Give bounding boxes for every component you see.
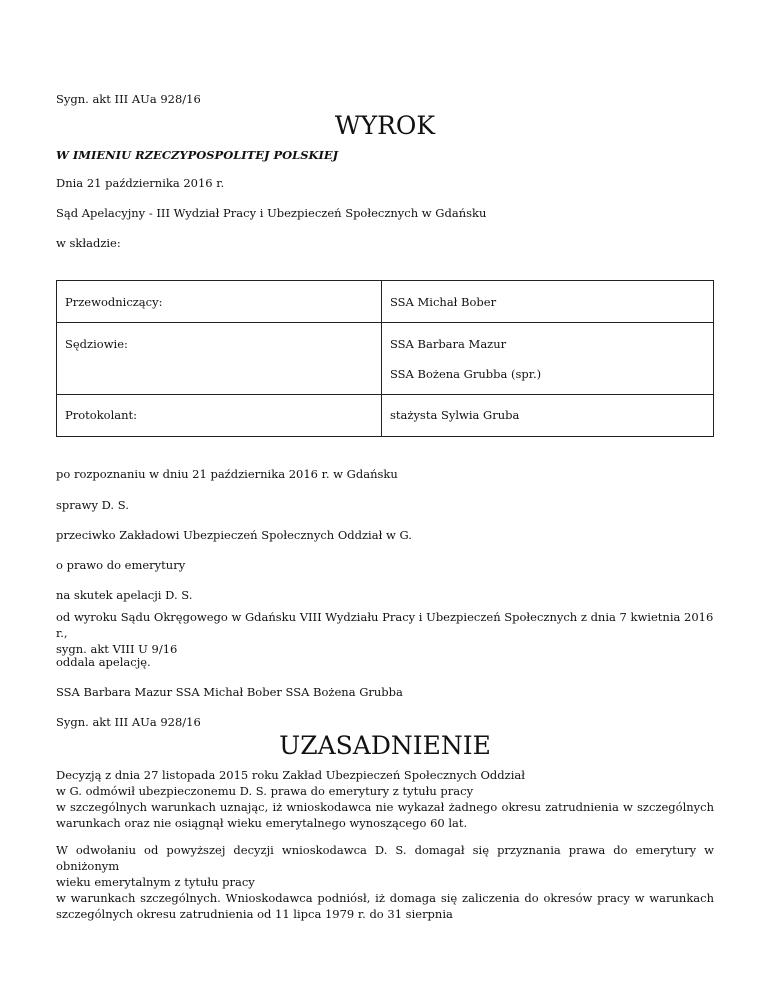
paragraph-line: w G. odmówił ubezpieczonemu D. S. prawa do emerytury z tytułu pracy (56, 784, 474, 798)
chair-label-cell (57, 281, 382, 323)
appeal-line: na skutek apelacji D. S. (56, 588, 193, 602)
clerk-label: Protokolant: (65, 408, 138, 422)
chair-name: SSA Michał Bober (390, 295, 497, 309)
judge-name: SSA Barbara Mazur (390, 337, 507, 351)
justification-paragraph-2 (56, 842, 714, 922)
table-row (57, 281, 714, 323)
court-panel-table (56, 280, 714, 437)
document-title: WYROK (334, 111, 436, 140)
table-row (57, 323, 714, 395)
case-of-line: sprawy D. S. (56, 498, 129, 512)
document-subtitle: W IMIENIU RZECZYPOSPOLITEJ POLSKIEJ (56, 148, 339, 162)
considered-line: po rozpoznaniu w dniu 21 października 2016 r. w Gdańsku (56, 467, 398, 481)
judges-names-cell (382, 323, 714, 395)
paragraph-line: w warunkach szczególnych. Wnioskodawca podniósł, iż domaga się zaliczenia do okresów pracy w warunkach (56, 891, 714, 905)
chair-label: Przewodniczący: (65, 295, 163, 309)
against-line: przeciwko Zakładowi Ubezpieczeń Społecznych Oddział w G. (56, 528, 412, 542)
justification-title: UZASADNIENIE (279, 731, 491, 760)
justification-case-reference: Sygn. akt III AUa 928/16 (56, 715, 201, 729)
paragraph-line: w szczególnych warunkach uznając, iż wnioskodawca nie wykazał żadnego okresu zatrudnienia w szczególnych (56, 800, 714, 814)
appealed-judgment (56, 609, 714, 657)
table-row (57, 395, 714, 437)
decision-line: oddala apelację. (56, 655, 151, 669)
clerk-name: stażysta Sylwia Gruba (390, 408, 520, 422)
judge-name: SSA Bożena Grubba (spr.) (390, 367, 542, 381)
subject-line: o prawo do emerytury (56, 558, 186, 572)
case-reference: Sygn. akt III AUa 928/16 (56, 92, 201, 106)
paragraph-line: wieku emerytalnym z tytułu pracy (56, 875, 255, 889)
appealed-judgment-ref: sygn. akt VIII U 9/16 (56, 642, 178, 656)
judgment-date: Dnia 21 października 2016 r. (56, 176, 225, 190)
clerk-label-cell (57, 395, 382, 437)
composition-label: w składzie: (56, 236, 121, 250)
paragraph-line: Decyzją z dnia 27 listopada 2015 roku Zakład Ubezpieczeń Społecznych Oddział (56, 768, 525, 782)
appealed-judgment-line: od wyroku Sądu Okręgowego w Gdańsku VIII Wydziału Pracy i Ubezpieczeń Społecznych z dnia 7 kwietnia 2016 r., (56, 610, 714, 640)
paragraph-line: szczególnych okresu zatrudnienia od 11 lipca 1979 r. do 31 sierpnia (56, 907, 453, 921)
paragraph-line: warunkach oraz nie osiągnął wieku emerytalnego wynoszącego 60 lat. (56, 816, 468, 830)
court-name: Sąd Apelacyjny - III Wydział Pracy i Ubezpieczeń Społecznych w Gdańsku (56, 206, 487, 220)
judges-label-cell (57, 323, 382, 395)
justification-paragraph-1 (56, 767, 714, 831)
judges-label: Sędziowie: (65, 337, 128, 351)
signatures-line: SSA Barbara Mazur SSA Michał Bober SSA Bożena Grubba (56, 685, 403, 699)
clerk-name-cell (382, 395, 714, 437)
chair-name-cell (382, 281, 714, 323)
paragraph-line: W odwołaniu od powyższej decyzji wnioskodawca D. S. domagał się przyznania prawa do emerytury w obniżonym (56, 843, 714, 873)
